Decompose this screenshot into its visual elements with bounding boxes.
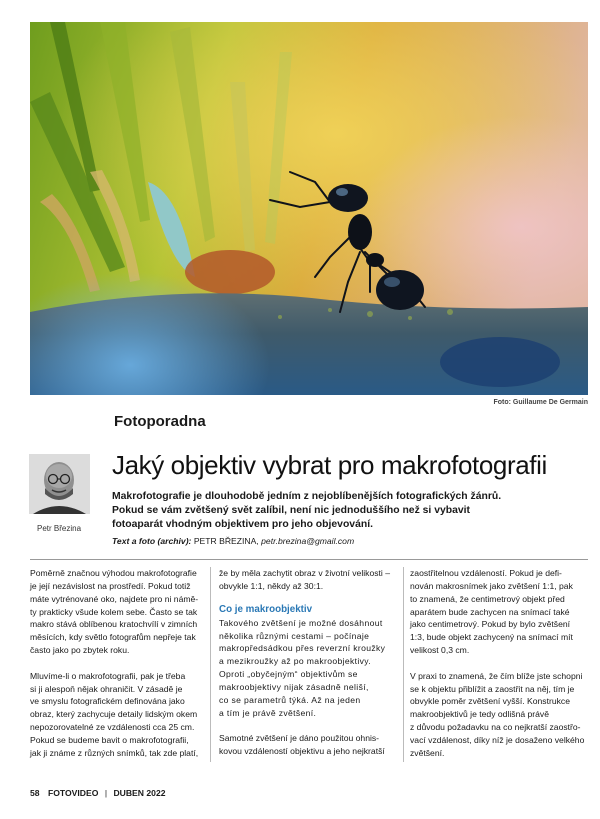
footer-separator: |: [104, 788, 108, 798]
subheading: Co je makroobjektiv: [219, 603, 313, 615]
section-title: Fotoporadna: [114, 413, 206, 430]
text-line: a tím je právě zvětšení.: [219, 707, 317, 718]
author-photo: [29, 454, 90, 514]
text-line: je její nezávislost na prostředí. Pokud totiž: [30, 580, 191, 591]
text-line: ty prakticky všude kolem sebe. Často se tak: [30, 606, 198, 617]
text-line: obvykle poměr zvětšení vyšší. Konstrukce: [410, 696, 571, 707]
text-line: co se parametrů týká. Až na jeden: [219, 694, 361, 705]
article-title: Jaký objektiv vybrat pro makrofotografii: [112, 450, 547, 480]
text-line: makroobjektivů je tedy odlišná právě: [410, 709, 550, 720]
text-line: Pokud se budeme bavit o makrofotografii,: [30, 734, 189, 745]
byline-label: Text a foto (archiv):: [112, 536, 192, 546]
text-line: V praxi to znamená, že čím blíže jste schopni: [410, 670, 583, 681]
text-line: několika různými cestami – počínaje: [219, 630, 370, 641]
author-name: Petr Březina: [37, 524, 82, 533]
divider: [30, 559, 588, 560]
hero-photo: [30, 22, 588, 395]
column-1: [30, 567, 206, 760]
photo-credit: Foto: Guillaume De Germain: [493, 399, 588, 406]
text-line: 1:3, bude objekt zachycený na snímací mít: [410, 632, 573, 643]
text-line: makropředsádkou přes reverzní kroužky: [219, 643, 386, 654]
text-line: si ji alespoň nějak ohraničit. V zásadě je: [30, 683, 183, 694]
text-line: obraz, který zachycuje detaily lidským okem: [30, 709, 198, 720]
text-line: z důvodu požadavku na co nejkratší zaostřo-: [410, 722, 581, 733]
paragraph-gap: [410, 657, 590, 670]
text-line: Samotné zvětšení je dáno použitou ohnis-: [219, 733, 380, 744]
page-number: 58: [30, 788, 40, 798]
text-line: často jako po zbytek roku.: [30, 645, 130, 656]
text-line: obvykle 1:1, někdy až 30:1.: [219, 580, 324, 591]
page-footer: [30, 788, 166, 798]
column-divider: [403, 567, 404, 762]
text-line: že by měla zachytit obraz v životní velikosti –: [219, 568, 390, 578]
column-3: [410, 567, 590, 760]
byline-name: PETR BŘEZINA,: [193, 536, 259, 546]
ant-on-moss-photo: [30, 22, 588, 395]
text-line: ve smyslu fotografickém definována jako: [30, 696, 185, 707]
text-line: nepozorovatelné ze vzdálenosti cca 25 cm.: [30, 722, 195, 733]
text-line: jak ji známe z různých snímků, tak zde platí,: [30, 747, 199, 758]
text-line: máte vytrénované oko, najdete pro ni námě-: [30, 593, 199, 604]
column-divider: [210, 567, 211, 762]
text-line: Takového zvětšení je možné dosáhnout: [219, 617, 383, 628]
text-line: to znamená, že centimetrový objekt před: [410, 593, 565, 604]
text-line: Oproti „obyčejným“ objektivům se: [219, 669, 358, 680]
paragraph-gap: [219, 719, 400, 732]
text-line: se k objektu přiblížit a zaostřit na něj, tím je: [410, 683, 575, 694]
text-line: makro stává oblíbenou kratochvílí v zimních: [30, 619, 198, 630]
text-line: jako centimetrový. Pokud by bylo zvětšení: [410, 619, 571, 630]
text-line: makroobjektivy nijak zásadně neliší,: [219, 681, 369, 692]
text-line: vací vzdálenost, díky níž je dosaženo velkého: [410, 734, 585, 745]
text-line: a mezikroužky až po makroobjektivy.: [219, 656, 372, 667]
text-line: zvětšení.: [410, 747, 445, 758]
issue-date: DUBEN 2022: [113, 788, 166, 798]
text-line: aparátem bude zachycen na snímací také: [410, 606, 570, 617]
text-line: velikost 0,3 cm.: [410, 645, 470, 656]
paragraph-gap: [219, 593, 400, 599]
magazine-name: FOTOVIDEO: [47, 788, 99, 798]
paragraph-gap: [30, 657, 206, 670]
author-portrait: [29, 454, 90, 514]
text-line: Mluvíme-li o makrofotografii, pak je třeba: [30, 670, 186, 681]
text-line: měsících, kdy světlo fotografům nepřeje tak: [30, 632, 196, 643]
text-line: zaostřitelnou vzdáleností. Pokud je defi-: [410, 568, 562, 578]
text-line: nován makrosnímek jako zvětšení 1:1, pak: [410, 580, 573, 591]
text-line: kovou vzdáleností objektivu a jeho nejkratší: [219, 746, 385, 757]
byline: [112, 536, 354, 546]
article-lead: Makrofotografie je dlouhodobě jedním z nejoblíbenějších fotografických žánrů. Pokud se vám zvětšený svět zalíbil, není nic jednoduššího než si vybavit fotoaparát vhodným objektivem pro jeho objevování.: [112, 491, 502, 530]
byline-email: petr.brezina@gmail.com: [261, 536, 355, 546]
text-line: Poměrně značnou výhodou makrofotografie: [30, 568, 197, 578]
column-2: [219, 567, 400, 758]
